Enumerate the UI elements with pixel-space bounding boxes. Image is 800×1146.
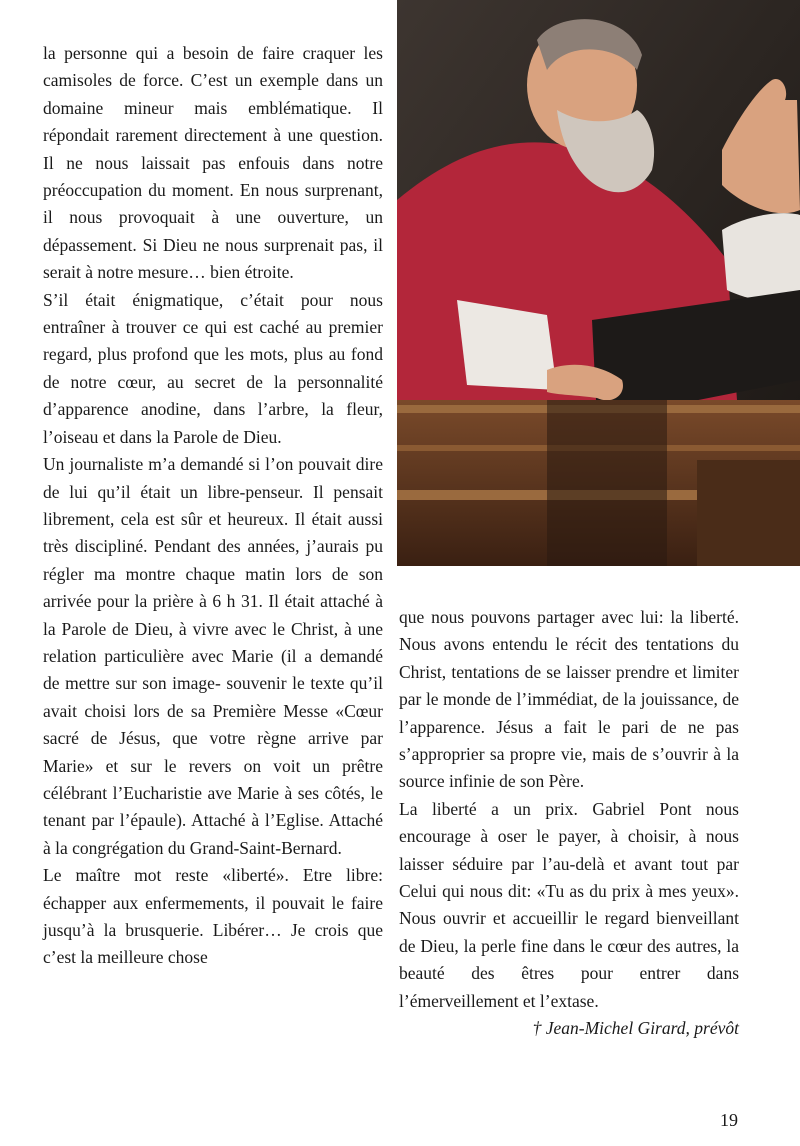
preacher-photo <box>397 0 800 566</box>
paragraph: S’il était énigmatique, c’était pour nous entraîner à trouver ce qui est caché au premier regard, plus profond que les mots, plus au fond de notre cœur, au secret de la personnalité d’apparence anodine, dans l’arbre, la fleur, l’oiseau et dans la Parole de Dieu. <box>43 289 383 447</box>
paragraph: La liberté a un prix. Gabriel Pont nous encourage à oser le payer, à choisir, à nous laisser séduire par l’au-delà et avant tout par Celui qui nous dit: «Tu as du prix à mes yeux». Nous ouvrir et accueillir le regard bienveillant de Dieu, la perle fine dans le cœur des autres, la beauté des êtres pour entrer dans l’émerveillement et l’extase. <box>399 798 739 1011</box>
author-signature: † Jean-Michel Girard, prévôt <box>532 1018 739 1039</box>
paragraph: la personne qui a besoin de faire craquer les camisoles de force. C’est un exemple dans un domaine mineur mais emblématique. Il répondait rarement directement à une question. Il ne nous laissait pas enfouis dans notre préoccupation du moment. En nous surprenant, il nous provoquait à une ouverture, un dépassement. Si Dieu ne nous surprenait pas, il serait à notre mesure… bien étroite. <box>43 43 383 283</box>
paragraph: que nous pouvons partager avec lui: la liberté. Nous avons entendu le récit des tentations du Christ, tentations de se laisser prendre et limiter par le monde de l’immédiat, de la jouissance, de l’apparence. Jésus a fait le pari de ne pas s’approprier sa propre vie, mais de s’ouvrir à la source infinie de son Père. <box>399 607 739 792</box>
page-number: 19 <box>720 1110 738 1130</box>
paragraph: Le maître mot reste «liberté». Etre libre: échapper aux enfermements, il pouvait le faire jusqu’à la brusquerie. Libérer… Je crois que c’est la meilleure chose <box>43 865 383 968</box>
paragraph: Un journaliste m’a demandé si l’on pouvait dire de lui qu’il était un libre-penseur. Il pensait librement, cela est sûr et heureux. Il était aussi très discipliné. Pendant des années, j’aurais pu régler ma montre chaque matin lors de son arrivée pour la prière à 6 h 31. Il était attaché à la Parole de Dieu, à vivre avec le Christ, à une relation particulière avec Marie (il a demandé de mettre sur son image- souvenir le texte qu’il avait choisi lors de sa Première Messe «Cœur sacré de Jésus, que votre règne arrive par Marie» et sur le revers on voit un prêtre célébrant l’Eucharistie ave Marie à ses côtés, le tenant par l’épaule). Attaché à l’Eglise. Attaché à la congrégation du Grand-Saint-Bernard. <box>43 454 383 858</box>
right-column <box>399 604 739 1043</box>
photo-illustration <box>397 0 800 566</box>
left-column <box>43 40 383 972</box>
